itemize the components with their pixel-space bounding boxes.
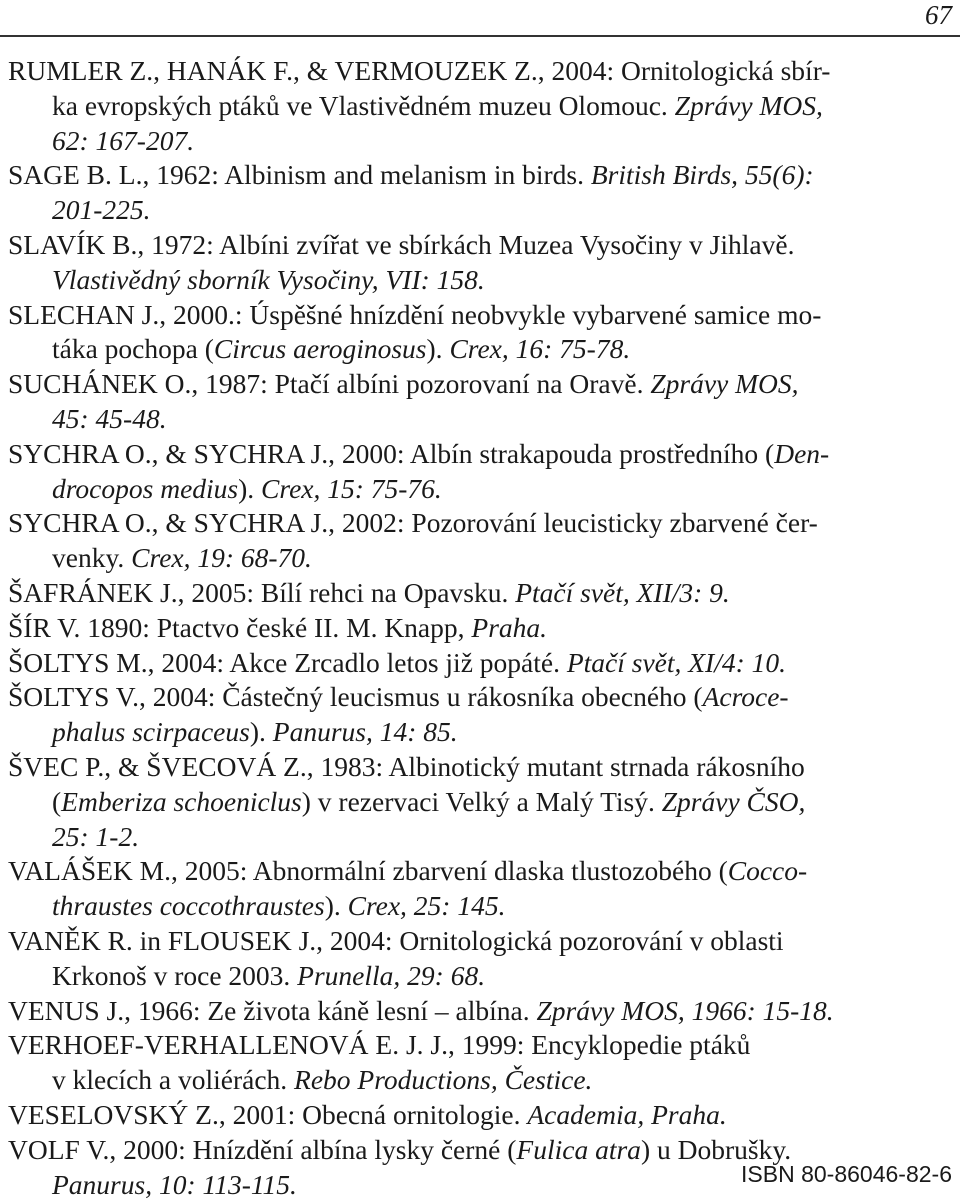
reference-text: VERHOEF-VERHALLENOVÁ E. J. J., 1999: Encyklopedie ptáků — [8, 1029, 750, 1060]
reference-text: ŠVEC P., & ŠVECOVÁ Z., 1983: Albinotický mutant strnada rákosního — [8, 751, 805, 782]
reference-text: ŠOLTYS M., 2004: Akce Zrcadlo letos již popáté. — [8, 647, 567, 678]
page-number: 67 — [925, 0, 952, 30]
reference-line — [8, 367, 954, 402]
reference-line — [8, 263, 954, 298]
reference-entry — [8, 576, 954, 611]
reference-line — [8, 785, 954, 820]
reference-italic-text: phalus scirpaceus — [52, 716, 250, 747]
reference-text: SAGE B. L., 1962: Albinism and melanism in birds. — [8, 159, 591, 190]
reference-italic-text: 25: 1-2. — [52, 821, 139, 852]
reference-line — [8, 924, 954, 959]
reference-italic-text: 45: 45-48. — [52, 403, 167, 434]
reference-line — [8, 89, 954, 124]
reference-italic-text: Crex, 25: 145. — [348, 890, 506, 921]
reference-line — [8, 193, 954, 228]
reference-text: ) u Dobrušky. — [641, 1134, 791, 1165]
reference-entry — [8, 1028, 954, 1098]
reference-line — [8, 646, 954, 681]
reference-text: VOLF V., 2000: Hnízdění albína lysky černé ( — [8, 1134, 516, 1165]
reference-entry — [8, 228, 954, 298]
reference-italic-text: Den- — [774, 438, 829, 469]
reference-entry — [8, 1098, 954, 1133]
reference-line — [8, 820, 954, 855]
reference-italic-text: British Birds, 55(6): — [591, 159, 814, 190]
reference-line — [8, 228, 954, 263]
reference-line — [8, 332, 954, 367]
reference-italic-text: 62: 167-207. — [52, 125, 194, 156]
reference-entry — [8, 750, 954, 854]
reference-entry — [8, 506, 954, 576]
reference-italic-text: Circus aeroginosus — [214, 333, 427, 364]
reference-entry — [8, 854, 954, 924]
reference-line — [8, 506, 954, 541]
reference-entry — [8, 994, 954, 1029]
reference-italic-text: Vlastivědný sborník Vysočiny, VII: 158. — [52, 264, 485, 295]
reference-line — [8, 472, 954, 507]
reference-entry — [8, 298, 954, 368]
reference-text: ŠOLTYS V., 2004: Částečný leucismus u rákosníka obecného ( — [8, 681, 703, 712]
reference-text: ŠAFRÁNEK J., 2005: Bílí rehci na Opavsku. — [8, 577, 515, 608]
reference-text: ( — [52, 786, 61, 817]
reference-entry — [8, 611, 954, 646]
reference-text: SLECHAN J., 2000.: Úspěšné hnízdění neobvykle vybarvené samice mo- — [8, 299, 821, 330]
reference-italic-text: Zprávy MOS, — [675, 90, 823, 121]
reference-italic-text: Praha. — [471, 612, 547, 643]
reference-text: Krkonoš v roce 2003. — [52, 960, 297, 991]
reference-text: SUCHÁNEK O., 1987: Ptačí albíni pozorovaní na Oravě. — [8, 368, 650, 399]
reference-italic-text: Panurus, 10: 113-115. — [52, 1169, 297, 1200]
reference-line — [8, 298, 954, 333]
reference-text: ka evropských ptáků ve Vlastivědném muzeu Olomouc. — [52, 90, 675, 121]
reference-text: ). — [250, 716, 273, 747]
reference-italic-text: Emberiza schoeniclus — [61, 786, 302, 817]
reference-entry — [8, 158, 954, 228]
reference-italic-text: Crex, 19: 68-70. — [131, 542, 312, 573]
reference-line — [8, 158, 954, 193]
header-rule — [0, 35, 960, 37]
reference-italic-text: Rebo Productions, Čestice. — [294, 1064, 592, 1095]
isbn: ISBN 80-86046-82-6 — [741, 1160, 952, 1188]
reference-italic-text: drocopos medius — [52, 473, 238, 504]
reference-entry — [8, 54, 954, 158]
reference-text: SYCHRA O., & SYCHRA J., 2002: Pozorování leucisticky zbarvené čer- — [8, 507, 818, 538]
reference-italic-text: Acroce- — [703, 681, 789, 712]
reference-text: táka pochopa ( — [52, 333, 214, 364]
reference-text: ) v rezervaci Velký a Malý Tisý. — [302, 786, 662, 817]
reference-text: ŠÍR V. 1890: Ptactvo české II. M. Knapp, — [8, 612, 471, 643]
reference-entry — [8, 646, 954, 681]
reference-italic-text: Zprávy ČSO, — [662, 786, 806, 817]
reference-italic-text: Ptačí svět, XI/4: 10. — [567, 647, 786, 678]
reference-italic-text: Zprávy MOS, 1966: 15-18. — [537, 995, 834, 1026]
reference-line — [8, 1098, 954, 1133]
reference-text: SLAVÍK B., 1972: Albíni zvířat ve sbírkách Muzea Vysočiny v Jihlavě. — [8, 229, 794, 260]
reference-entry — [8, 367, 954, 437]
reference-text: ). — [238, 473, 261, 504]
reference-line — [8, 437, 954, 472]
reference-line — [8, 680, 954, 715]
reference-line — [8, 541, 954, 576]
reference-entry — [8, 437, 954, 507]
reference-line — [8, 124, 954, 159]
reference-line — [8, 1063, 954, 1098]
reference-text: VANĚK R. in FLOUSEK J., 2004: Ornitologická pozorování v oblasti — [8, 925, 784, 956]
reference-italic-text: thraustes coccothraustes — [52, 890, 325, 921]
reference-line — [8, 959, 954, 994]
reference-italic-text: Cocco- — [728, 855, 807, 886]
reference-text: RUMLER Z., HANÁK F., & VERMOUZEK Z., 2004: Ornitologická sbír- — [8, 55, 830, 86]
reference-italic-text: Fulica atra — [516, 1134, 641, 1165]
reference-italic-text: Ptačí svět, XII/3: 9. — [515, 577, 730, 608]
reference-text: venky. — [52, 542, 131, 573]
reference-list — [8, 54, 954, 1202]
reference-italic-text: Crex, 15: 75-76. — [261, 473, 442, 504]
reference-italic-text: 201-225. — [52, 194, 151, 225]
reference-text: SYCHRA O., & SYCHRA J., 2000: Albín strakapouda prostředního ( — [8, 438, 774, 469]
reference-line — [8, 402, 954, 437]
reference-text: VENUS J., 1966: Ze života káně lesní – albína. — [8, 995, 537, 1026]
reference-text: VESELOVSKÝ Z., 2001: Obecná ornitologie. — [8, 1099, 527, 1130]
reference-line — [8, 889, 954, 924]
reference-entry — [8, 680, 954, 750]
reference-italic-text: Prunella, 29: 68. — [297, 960, 485, 991]
reference-line — [8, 576, 954, 611]
reference-line — [8, 994, 954, 1029]
reference-italic-text: Zprávy MOS, — [650, 368, 798, 399]
reference-text: ). — [325, 890, 348, 921]
reference-line — [8, 854, 954, 889]
reference-line — [8, 1028, 954, 1063]
reference-text: ). — [427, 333, 450, 364]
reference-italic-text: Academia, Praha. — [527, 1099, 726, 1130]
reference-line — [8, 611, 954, 646]
reference-line — [8, 750, 954, 785]
reference-italic-text: Crex, 16: 75-78. — [449, 333, 630, 364]
reference-italic-text: Panurus, 14: 85. — [273, 716, 458, 747]
reference-text: v klecích a voliérách. — [52, 1064, 294, 1095]
reference-text: VALÁŠEK M., 2005: Abnormální zbarvení dlaska tlustozobého ( — [8, 855, 728, 886]
reference-line — [8, 54, 954, 89]
reference-line — [8, 715, 954, 750]
reference-entry — [8, 924, 954, 994]
